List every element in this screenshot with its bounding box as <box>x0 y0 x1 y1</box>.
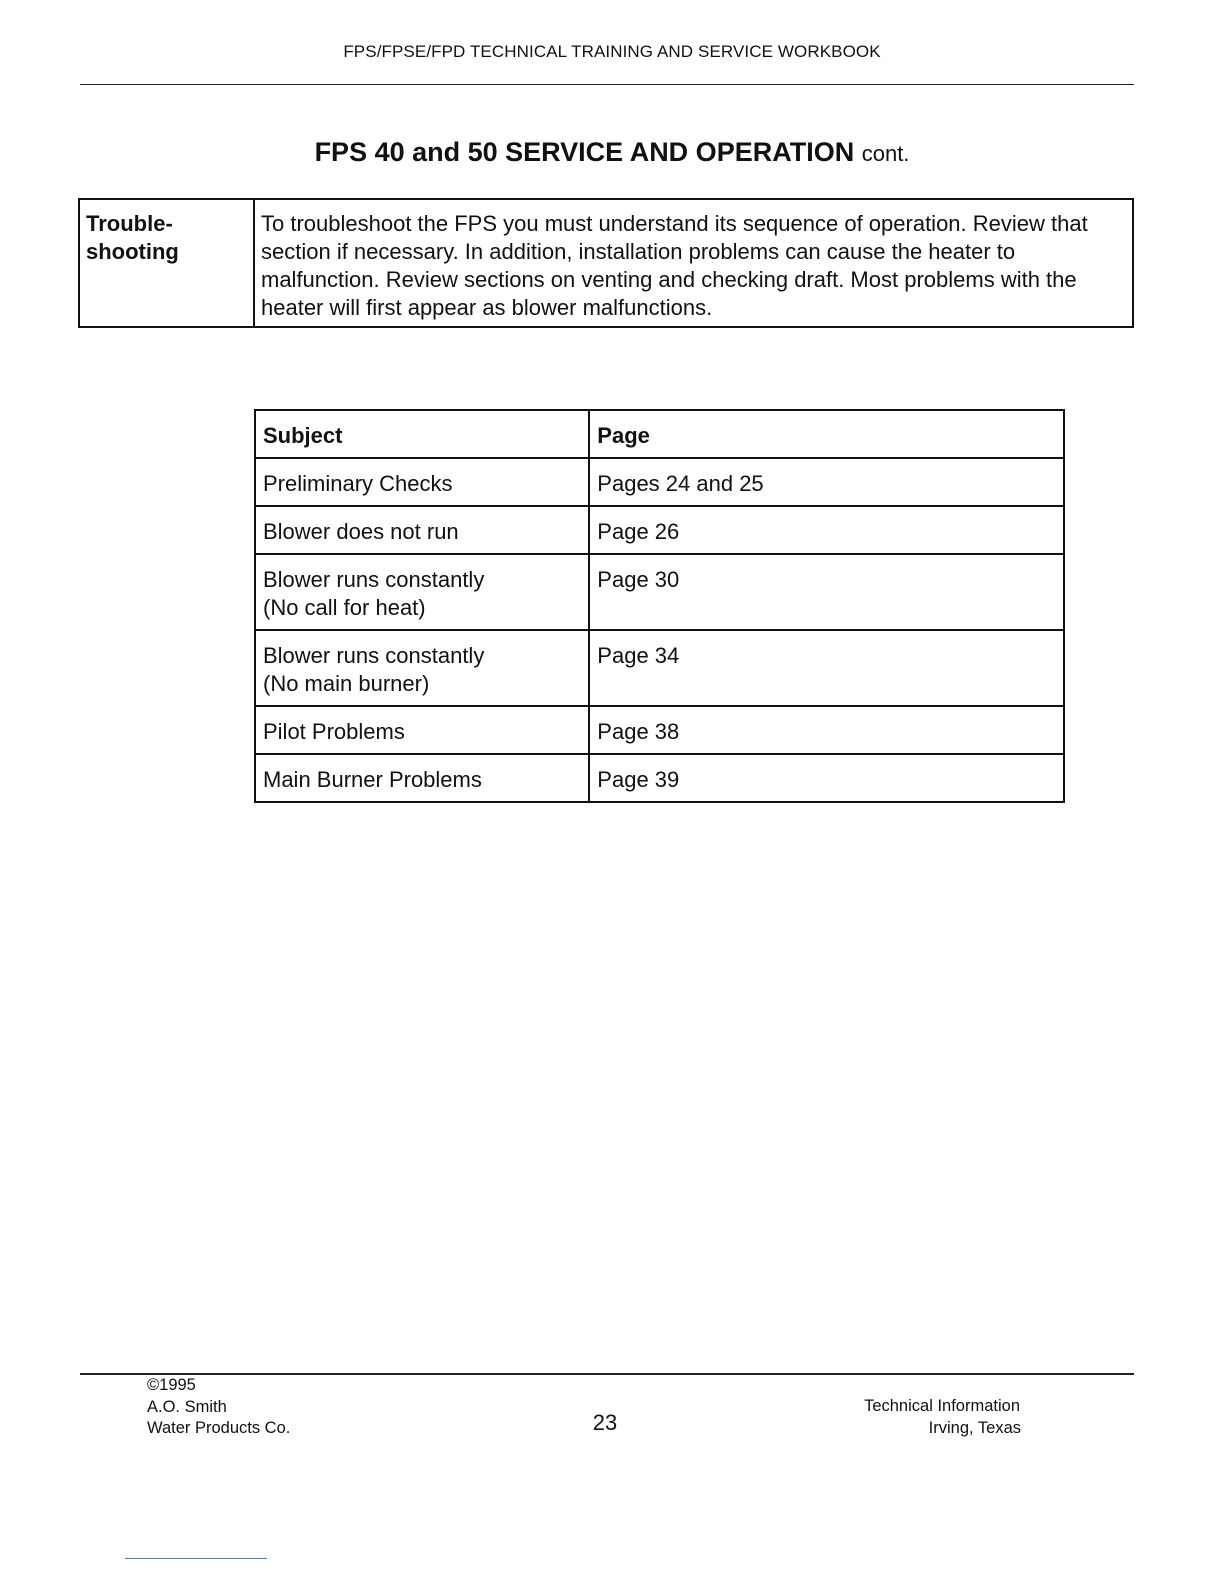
subject-cell <box>255 754 589 802</box>
intro-divider <box>253 198 255 328</box>
section-title-text: FPS 40 and 50 SERVICE AND OPERATION <box>314 137 855 167</box>
subject-cell <box>255 630 589 706</box>
page-cell: Page 26 <box>589 506 1064 554</box>
page-cell: Page 34 <box>589 630 1064 706</box>
table-header-row <box>255 410 1064 458</box>
subject-line: Blower runs constantly <box>263 567 485 592</box>
subject-cell <box>255 458 589 506</box>
footer-publisher <box>147 1375 290 1440</box>
subject-line: Preliminary Checks <box>263 471 453 496</box>
footer-copyright: ©1995 <box>147 1376 196 1394</box>
footer-company-line1: A.O. Smith <box>147 1397 227 1416</box>
intro-text: To troubleshoot the FPS you must understand its sequence of operation. Review that section if necessary. In addition, installation problems can cause the heater to malfunction. Review sections on venting and checking draft. Most problems with the heater will first appear as blower malfunctions. <box>261 211 1088 320</box>
section-title <box>0 137 1224 168</box>
table-row <box>255 754 1064 802</box>
subject-line: Blower does not run <box>263 519 459 544</box>
subject-cell <box>255 554 589 630</box>
table-row <box>255 630 1064 706</box>
section-title-suffix: cont. <box>861 141 910 166</box>
page-cell: Pages 24 and 25 <box>589 458 1064 506</box>
subject-line-note: (No call for heat) <box>263 595 426 620</box>
footer-info-line2: Irving, Texas <box>928 1418 1021 1437</box>
intro-label-line2: shooting <box>86 239 179 264</box>
subject-cell <box>255 506 589 554</box>
table-row <box>255 506 1064 554</box>
table-row <box>255 458 1064 506</box>
subject-cell <box>255 706 589 754</box>
subject-line: Pilot Problems <box>263 719 405 744</box>
subject-line-note: (No main burner) <box>263 671 430 696</box>
table-row <box>255 706 1064 754</box>
subject-line: Main Burner Problems <box>263 767 482 792</box>
running-header: FPS/FPSE/FPD TECHNICAL TRAINING AND SERVICE WORKBOOK <box>343 42 881 61</box>
page-cell: Page 30 <box>589 554 1064 630</box>
troubleshooting-index-table <box>254 409 1065 803</box>
footer-info <box>780 1396 1021 1439</box>
subject-line: Blower runs constantly <box>263 643 485 668</box>
page-cell: Page 38 <box>589 706 1064 754</box>
header-rule <box>80 84 1134 85</box>
footer-company-line2: Water Products Co. <box>147 1419 291 1437</box>
column-header-page: Page <box>589 410 1064 458</box>
intro-label-line1: Trouble- <box>86 211 173 236</box>
table-row <box>255 554 1064 630</box>
footer-info-line1: Technical Information <box>864 1397 1020 1415</box>
column-header-subject: Subject <box>255 410 589 458</box>
page-cell: Page 39 <box>589 754 1064 802</box>
corner-line <box>125 1558 267 1559</box>
intro-label <box>86 210 246 266</box>
page-number: 23 <box>592 1410 618 1435</box>
